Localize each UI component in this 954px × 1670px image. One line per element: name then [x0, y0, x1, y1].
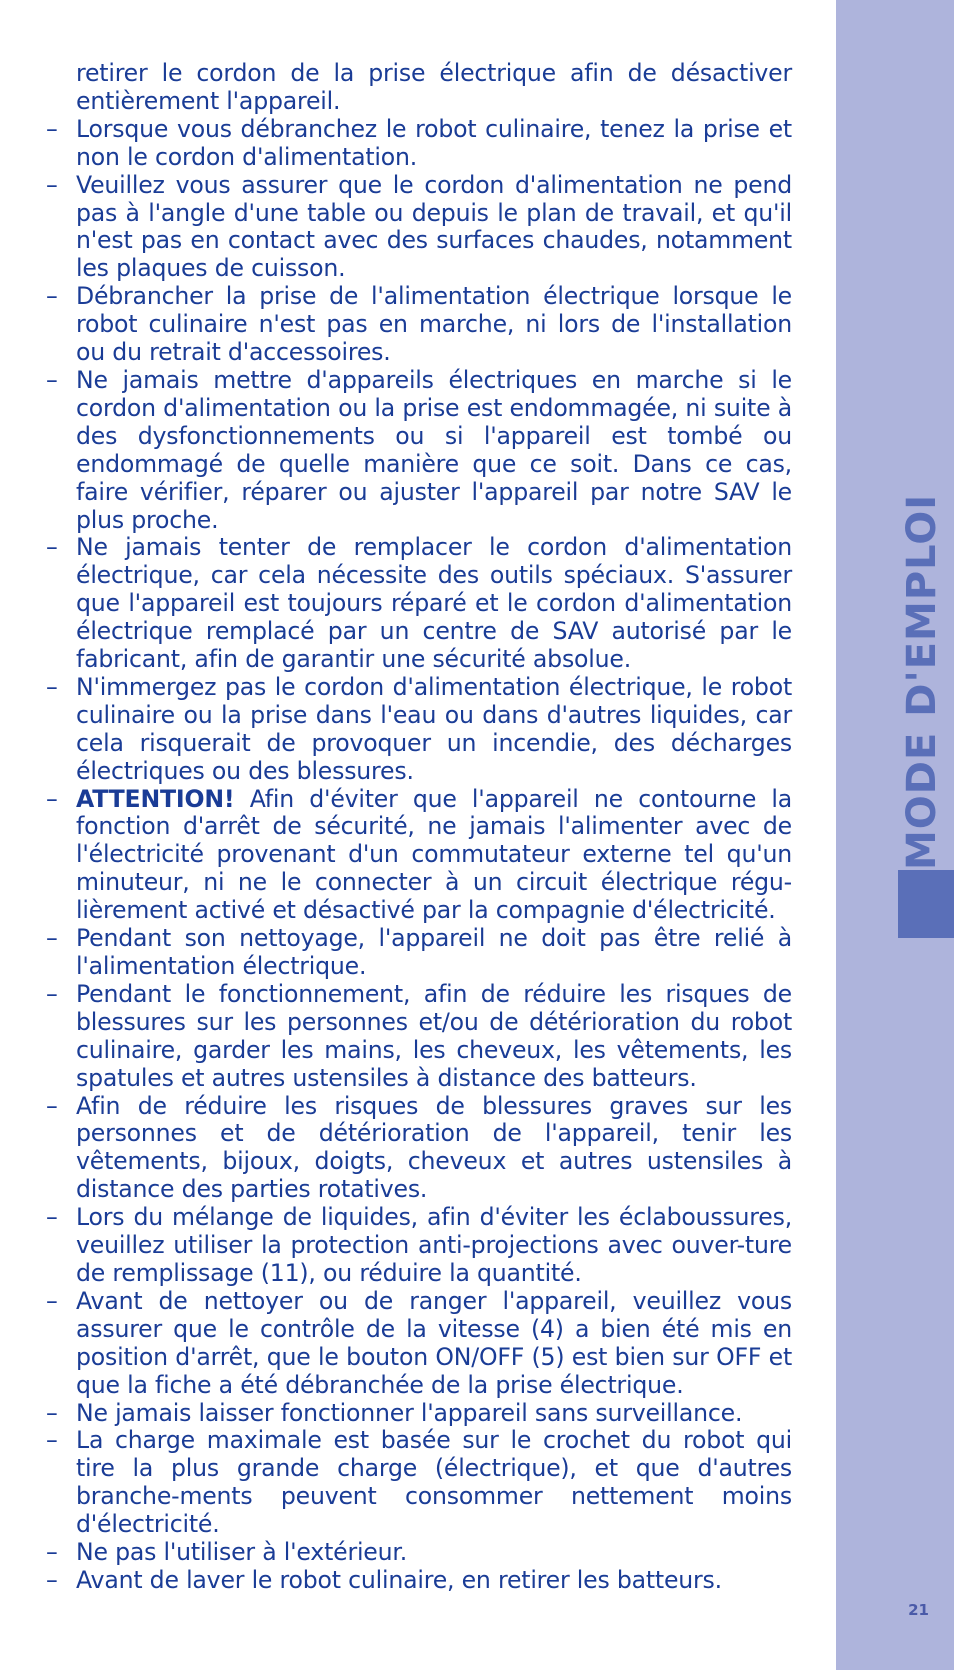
- list-item-text: Pendant son nettoyage, l'appareil ne doit pas être relié à l'alimentation électrique.: [76, 924, 792, 980]
- list-item: [46, 1288, 792, 1400]
- chapter-title: MODE D'EMPLOI: [899, 493, 945, 870]
- list-item: [46, 1539, 792, 1567]
- safety-list: [46, 116, 792, 1595]
- dash-marker: –: [46, 1538, 58, 1567]
- list-item-text: Pendant le fonctionnement, afin de réduire les risques de blessures sur les personnes et/ou de détérioration du robot culinaire, garder les mains, les cheveux, les vêtements, les spatules et autres ustensiles à distance des batteurs.: [76, 979, 792, 1092]
- instructions-body: [46, 60, 792, 1595]
- dash-marker: –: [46, 1203, 58, 1232]
- list-item: [46, 1427, 792, 1539]
- page-number-wrapper: [836, 1601, 954, 1619]
- bold-prefix: ATTENTION!: [76, 784, 235, 813]
- list-item: [46, 925, 792, 981]
- dash-marker: –: [46, 924, 58, 953]
- list-item-text: La charge maximale est basée sur le crochet du robot qui tire la plus grande charge (électrique), et que d'autres branche-ments peuvent consommer nettement moins d'électricité.: [76, 1426, 792, 1539]
- dash-marker: –: [46, 1398, 58, 1427]
- list-item: [46, 172, 792, 284]
- list-item: [46, 534, 792, 674]
- dash-marker: –: [46, 672, 58, 701]
- list-item-text: Lorsque vous débranchez le robot culinaire, tenez la prise et non le cordon d'alimentation.: [76, 114, 792, 171]
- side-tab-bar: [836, 0, 954, 1670]
- list-item: [46, 283, 792, 367]
- dash-marker: –: [46, 979, 58, 1008]
- list-item-text: Ne pas l'utiliser à l'extérieur.: [76, 1538, 407, 1567]
- list-item: [46, 1093, 792, 1205]
- dash-marker: –: [46, 533, 58, 562]
- list-item-text: Avant de nettoyer ou de ranger l'appareil, veuillez vous assurer que le contrôle de la vitesse (4) a bien été mis en position d'arrêt, que le bouton ON/OFF (5) est bien sur OFF et que la fiche a été débranchée de la prise électrique.: [76, 1286, 792, 1399]
- list-item-text: Lors du mélange de liquides, afin d'éviter les éclaboussures, veuillez utiliser la protection anti-projections avec ouver-ture de remplissage (11), ou réduire la quantité.: [76, 1203, 792, 1287]
- chapter-tab-marker: [898, 870, 954, 938]
- list-item-text: Ne jamais tenter de remplacer le cordon d'alimentation électrique, car cela nécessite des outils spéciaux. S'assurer que l'appareil est toujours réparé et le cordon d'alimentation électrique remplacé par un centre de SAV autorisé par le fabricant, afin de garantir une sécurité absolue.: [76, 533, 792, 674]
- list-item: [46, 674, 792, 786]
- page-number: 21: [908, 1601, 929, 1619]
- list-item: [46, 981, 792, 1093]
- dash-marker: –: [46, 1286, 58, 1315]
- dash-marker: –: [46, 114, 58, 143]
- list-item: [46, 1567, 792, 1595]
- intro-paragraph: retirer le cordon de la prise électrique afin de désactiver entièrement l'appareil.: [76, 59, 792, 115]
- dash-marker: –: [46, 784, 58, 813]
- dash-marker: –: [46, 170, 58, 199]
- list-item-text: N'immergez pas le cordon d'alimentation électrique, le robot culinaire ou la prise dans l'eau ou dans d'autres liquides, car cela risquerait de provoquer un incendie, des décharges électriques ou des blessures.: [76, 672, 792, 785]
- dash-marker: –: [46, 282, 58, 311]
- list-item-text: Veuillez vous assurer que le cordon d'alimentation ne pend pas à l'angle d'une table ou depuis le plan de travail, et qu'il n'est pas en contact avec des surfaces chaudes, notamment les plaques de cuisson.: [76, 170, 792, 283]
- list-item-text: Avant de laver le robot culinaire, en retirer les batteurs.: [76, 1565, 722, 1594]
- list-item: [46, 1400, 792, 1428]
- dash-marker: –: [46, 1091, 58, 1120]
- list-item-text: Débrancher la prise de l'alimentation électrique lorsque le robot culinaire n'est pas en marche, ni lors de l'installation ou du retrait d'accessoires.: [76, 282, 792, 367]
- list-item-text: Ne jamais laisser fonctionner l'appareil sans surveillance.: [76, 1398, 743, 1427]
- dash-marker: –: [46, 365, 58, 394]
- dash-marker: –: [46, 1565, 58, 1594]
- list-item: [46, 1204, 792, 1288]
- dash-marker: –: [46, 1426, 58, 1455]
- list-item-text: Ne jamais mettre d'appareils électriques en marche si le cordon d'alimentation ou la prise est endommagée, ni suite à des dysfonctionnements ou si l'appareil est tombé ou endommagé de quelle manière que ce soit. Dans ce cas, faire vérifier, réparer ou ajuster l'appareil par notre SAV le plus proche.: [76, 365, 792, 534]
- list-item-text: Afin d'éviter que l'appareil ne contourne la fonction d'arrêt de sécurité, ne jamais l'alimenter avec de l'électricité provenant d'un commutateur externe tel qu'un minuteur, ni ne le connecter à un circuit électrique régu-lièrement activé et désactivé par la compagnie d'électricité.: [76, 784, 792, 925]
- list-item-text: Afin de réduire les risques de blessures graves sur les personnes et de détérioration de l'appareil, tenir les vêtements, bijoux, doigts, cheveux et autres ustensiles à distance des parties rotatives.: [76, 1091, 792, 1204]
- list-item: [46, 116, 792, 172]
- list-item: [46, 786, 792, 926]
- list-item: [46, 367, 792, 534]
